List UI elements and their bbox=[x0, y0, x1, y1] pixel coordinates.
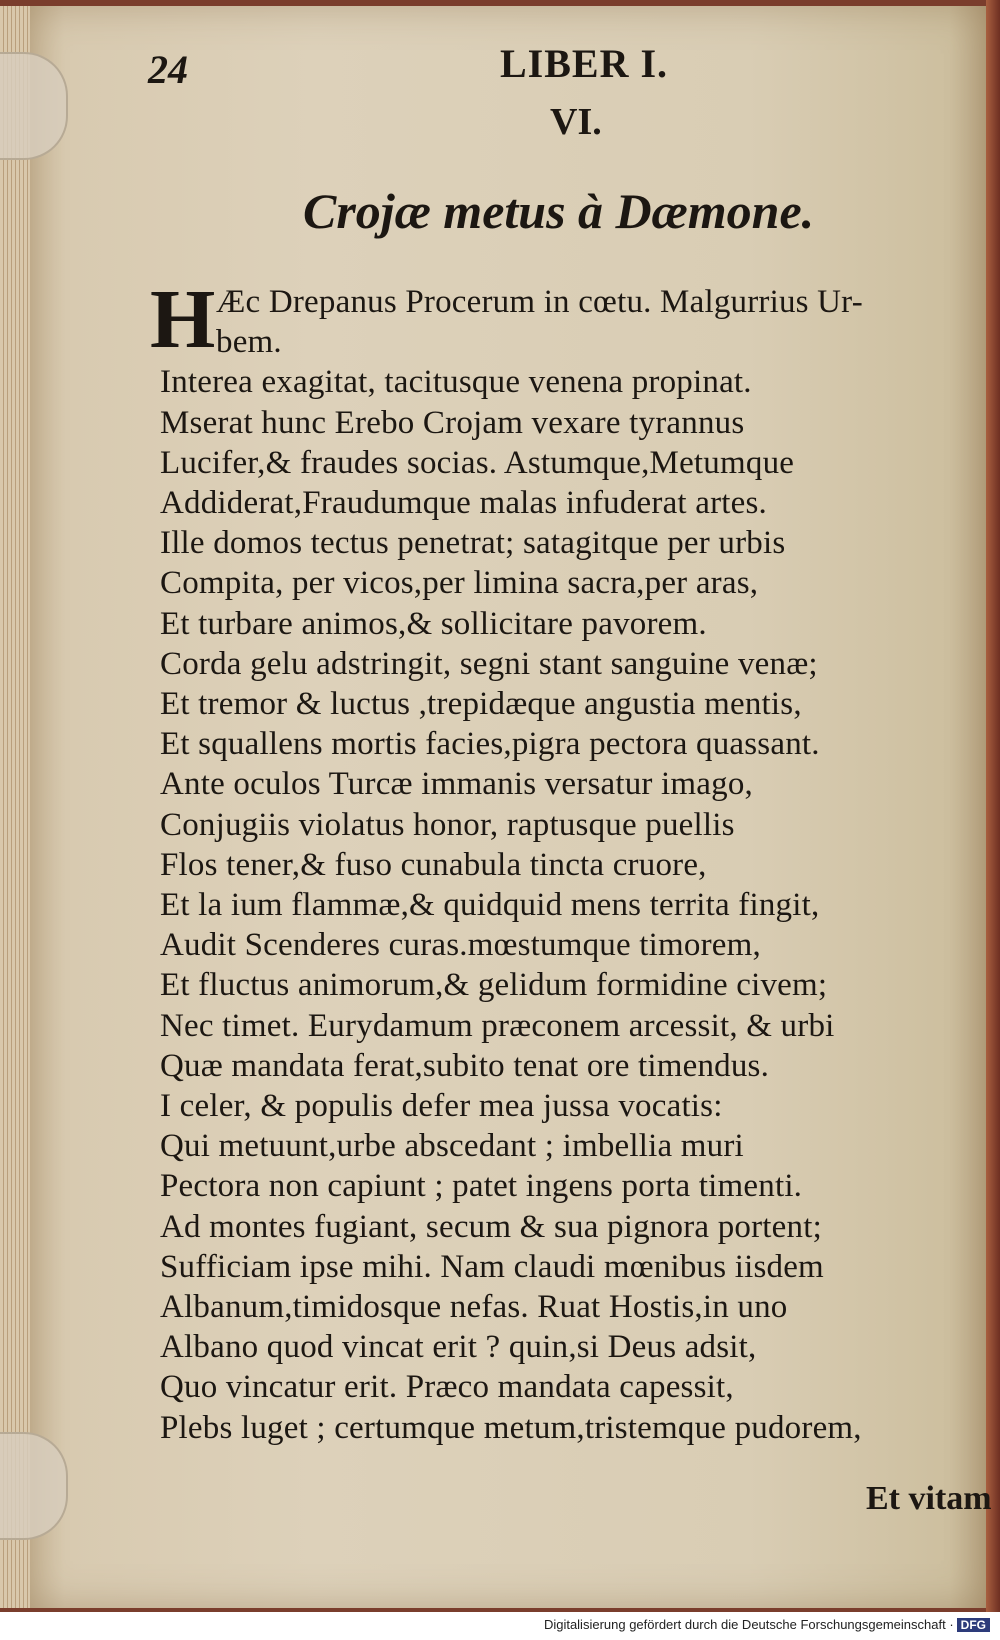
verse-line: Audit Scenderes curas.mœstumque timorem, bbox=[160, 927, 761, 964]
verse-line: Ad montes fugiant, secum & sua pignora portent; bbox=[160, 1208, 822, 1245]
verse-line: Albanum,timidosque nefas. Ruat Hostis,in uno bbox=[160, 1289, 788, 1326]
verse-line: I celer, & populis defer mea jussa vocatis: bbox=[160, 1088, 723, 1125]
digitization-credit bbox=[544, 1617, 990, 1632]
section-number: VI. bbox=[550, 101, 602, 143]
drop-cap-initial: H bbox=[150, 273, 216, 366]
running-title: LIBER I. bbox=[500, 41, 669, 86]
page-clip-bottom bbox=[0, 1432, 68, 1540]
verse-line: Et tremor & luctus ,trepidæque angustia mentis, bbox=[160, 686, 802, 723]
verse-line: Æc Drepanus Procerum in cœtu. Malgurrius Ur- bbox=[216, 284, 863, 320]
credit-text: Digitalisierung gefördert durch die Deutsche Forschungsgemeinschaft · bbox=[543, 1617, 954, 1632]
poem-title: Crojæ metus à Dæmone. bbox=[303, 183, 815, 239]
catchword: Et vitam bbox=[866, 1480, 992, 1517]
verse-line: Addiderat,Fraudumque malas infuderat artes. bbox=[160, 485, 767, 522]
verse-line: Ille domos tectus penetrat; satagitque per urbis bbox=[160, 525, 786, 562]
verse-line: Et fluctus animorum,& gelidum formidine civem; bbox=[160, 967, 828, 1004]
verse-line: Et turbare animos,& sollicitare pavorem. bbox=[160, 605, 707, 642]
verse-line: bem. bbox=[216, 324, 282, 361]
verse-line: Plebs luget ; certumque metum,tristemque pudorem, bbox=[160, 1409, 862, 1446]
verse-line: Pectora non capiunt ; patet ingens porta timenti. bbox=[160, 1168, 803, 1205]
verse-line: Albano quod vincat erit ? quin,si Deus adsit, bbox=[160, 1329, 757, 1366]
verse-line: Nec timet. Eurydamum præconem arcessit, & urbi bbox=[160, 1007, 835, 1044]
verse-line: Interea exagitat, tacitusque venena propinat. bbox=[160, 364, 752, 401]
verse-line: Qui metuunt,urbe abscedant ; imbellia muri bbox=[160, 1128, 744, 1165]
verse-line: Quæ mandata ferat,subito tenat ore timendus. bbox=[160, 1047, 770, 1084]
page-clip-top bbox=[0, 52, 68, 160]
verse-line: Sufficiam ipse mihi. Nam claudi mœnibus iisdem bbox=[160, 1248, 824, 1285]
page-edges bbox=[0, 6, 30, 1608]
verse-line: Et la ium flammæ,& quidquid mens territa fingit, bbox=[160, 887, 820, 924]
verse-line: Corda gelu adstringit, segni stant sanguine venæ; bbox=[160, 645, 818, 682]
verse-line: Flos tener,& fuso cunabula tincta cruore, bbox=[160, 846, 707, 883]
verse-line: Ante oculos Turcæ immanis versatur imago, bbox=[160, 766, 753, 803]
verse-line: Quo vincatur erit. Præco mandata capessit, bbox=[160, 1369, 734, 1406]
verse-line: Et squallens mortis facies,pigra pectora quassant. bbox=[160, 726, 820, 763]
verse-line: Mserat hunc Erebo Crojam vexare tyrannus bbox=[160, 404, 745, 441]
page-number: 24 bbox=[148, 47, 188, 92]
verse-line: Lucifer,& fraudes socias. Astumque,Metumque bbox=[160, 444, 795, 481]
verse-line: Compita, per vicos,per limina sacra,per aras, bbox=[160, 565, 759, 602]
dfg-logo: DFG bbox=[957, 1618, 990, 1632]
verse-line: Conjugiis violatus honor, raptusque puellis bbox=[160, 806, 735, 843]
poem-text bbox=[160, 282, 995, 1448]
